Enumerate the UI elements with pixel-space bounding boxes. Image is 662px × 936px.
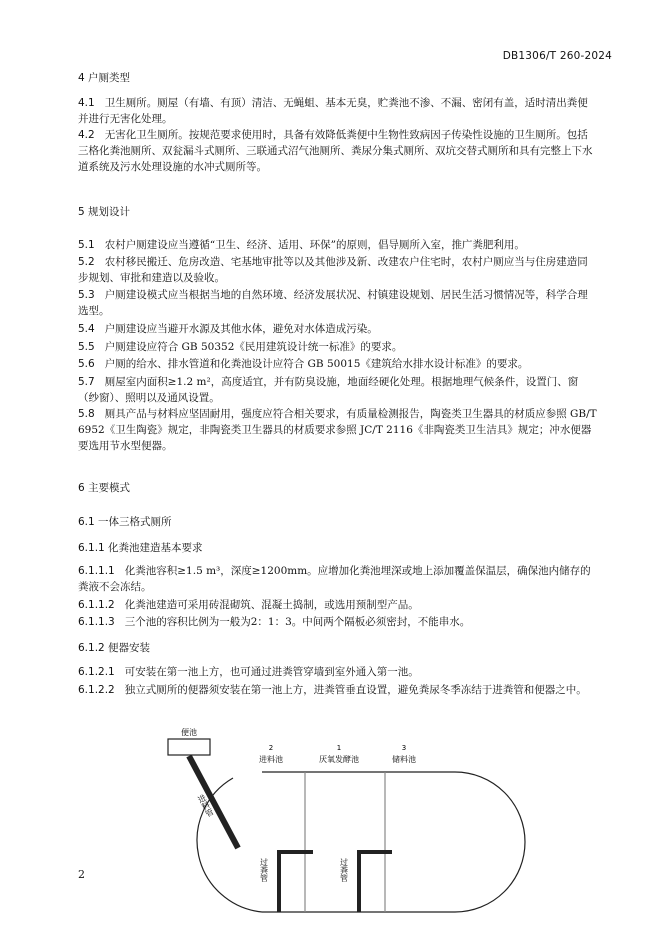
section-5-title: 5 规划设计 bbox=[78, 206, 131, 218]
para-5-3: 5.3 户厕建设模式应当根据当地的自然环境、经济发展状况、村镇建设规划、居民生活习惯情况等，科学合理选型。 bbox=[78, 289, 588, 317]
chamber-1-label: 厌氧发酵池 bbox=[319, 755, 359, 764]
para-6-1-2-1: 6.1.2.1 可安装在第一池上方，也可通过进粪管穿墙到室外通入第一池。 bbox=[78, 666, 419, 678]
para-5-5: 5.5 户厕建设应符合 GB 50352《民用建筑设计统一标准》的要求。 bbox=[78, 341, 403, 353]
toilet-box bbox=[168, 739, 210, 755]
section-4-title: 4 户厕类型 bbox=[78, 72, 131, 84]
section-6-1-1-title: 6.1.1 化粪池建造基本要求 bbox=[78, 542, 203, 554]
para-6-1-1-2: 6.1.1.2 化粪池建造可采用砖混砌筑、混凝土捣制，或选用预制型产品。 bbox=[78, 599, 419, 611]
para-5-8: 5.8 厕具产品与材料应坚固耐用，强度应符合相关要求，有质量检测报告，陶瓷类卫生器具的材质应参照 GB/T 6952《卫生陶瓷》规定，非陶瓷类卫生器具的材质要求参照 JC/T 2116《非陶瓷类卫生洁具》规定；冲水便器要选用节水型便器。 bbox=[78, 408, 597, 452]
doc-id: DB1306/T 260-2024 bbox=[502, 50, 612, 62]
tank-left-end bbox=[197, 778, 262, 912]
transfer-pipe-right-label: 过粪管 bbox=[339, 858, 349, 882]
para-6-1-1-3: 6.1.1.3 三个池的容积比例为一般为2：1：3。中间两个隔板必须密封，不能串水。 bbox=[78, 616, 471, 628]
chamber-3-number: 3 bbox=[401, 744, 407, 752]
para-5-1: 5.1 农村户厕建设应当遵循“卫生、经济、适用、环保”的原则，倡导厕所入室，推广粪肥利用。 bbox=[78, 239, 525, 251]
section-6-1-2-title: 6.1.2 便器安装 bbox=[78, 642, 151, 654]
para-5-4: 5.4 户厕建设应当避开水源及其他水体，避免对水体造成污染。 bbox=[78, 323, 378, 335]
section-6-title: 6 主要模式 bbox=[78, 482, 131, 494]
para-4-1: 4.1 卫生厕所。厕屋（有墙、有顶）清洁、无蝇蛆、基本无臭，贮粪池不渗、不漏、密闭有盖，适时清出粪便并进行无害化处理。 bbox=[78, 97, 588, 125]
toilet-label: 便池 bbox=[181, 728, 197, 737]
transfer-pipe-left-label: 过粪管 bbox=[259, 858, 269, 882]
transfer-pipe-right bbox=[359, 852, 392, 912]
para-5-7: 5.7 厕屋室内面积≥1.2 m²，高度适宜，并有防臭设施，地面经硬化处理。根据地理气候条件，设置门、窗（纱窗）、照明以及通风设置。 bbox=[78, 376, 579, 404]
page-number: 2 bbox=[78, 868, 85, 881]
para-6-1-1-1: 6.1.1.1 化粪池容积≥1.5 m³，深度≥1200mm。应增加化粪池埋深或地上添加覆盖保温层，确保池内储存的粪液不会冻结。 bbox=[78, 565, 591, 593]
para-5-6: 5.6 户厕的给水、排水管道和化粪池设计应符合 GB 50015《建筑给水排水设计标准》的要求。 bbox=[78, 358, 529, 370]
chamber-2-number: 2 bbox=[268, 744, 274, 752]
chamber-2-label: 进料池 bbox=[259, 755, 283, 764]
section-6-1-title: 6.1 一体三格式厕所 bbox=[78, 516, 172, 528]
transfer-pipe-left bbox=[279, 852, 313, 912]
chamber-1-number: 1 bbox=[336, 744, 342, 752]
tank-outline bbox=[262, 772, 525, 912]
inlet-pipe bbox=[189, 756, 238, 848]
chamber-3-label: 储料池 bbox=[392, 755, 416, 764]
para-4-2: 4.2 无害化卫生厕所。按规范要求使用时，具备有效降低粪便中生物性致病因子传染性设施的卫生厕所。包括三格化粪池厕所、双瓮漏斗式厕所、三联通式沼气池厕所、粪尿分集式厕所、双坑交替式厕所和具有完整上下水道系统及污水处理设施的水冲式厕所等。 bbox=[78, 129, 593, 173]
para-5-2: 5.2 农村移民搬迁、危房改造、宅基地审批等以及其他涉及新、改建农户住宅时，农村户厕应当与住房建造同步规划、审批和建造以及验收。 bbox=[78, 256, 588, 284]
para-6-1-2-2: 6.1.2.2 独立式厕所的便器须安装在第一池上方，进粪管垂直设置，避免粪尿冬季冻结于进粪管和便器之中。 bbox=[78, 684, 587, 696]
inlet-pipe-label: 进料管 bbox=[196, 792, 216, 819]
